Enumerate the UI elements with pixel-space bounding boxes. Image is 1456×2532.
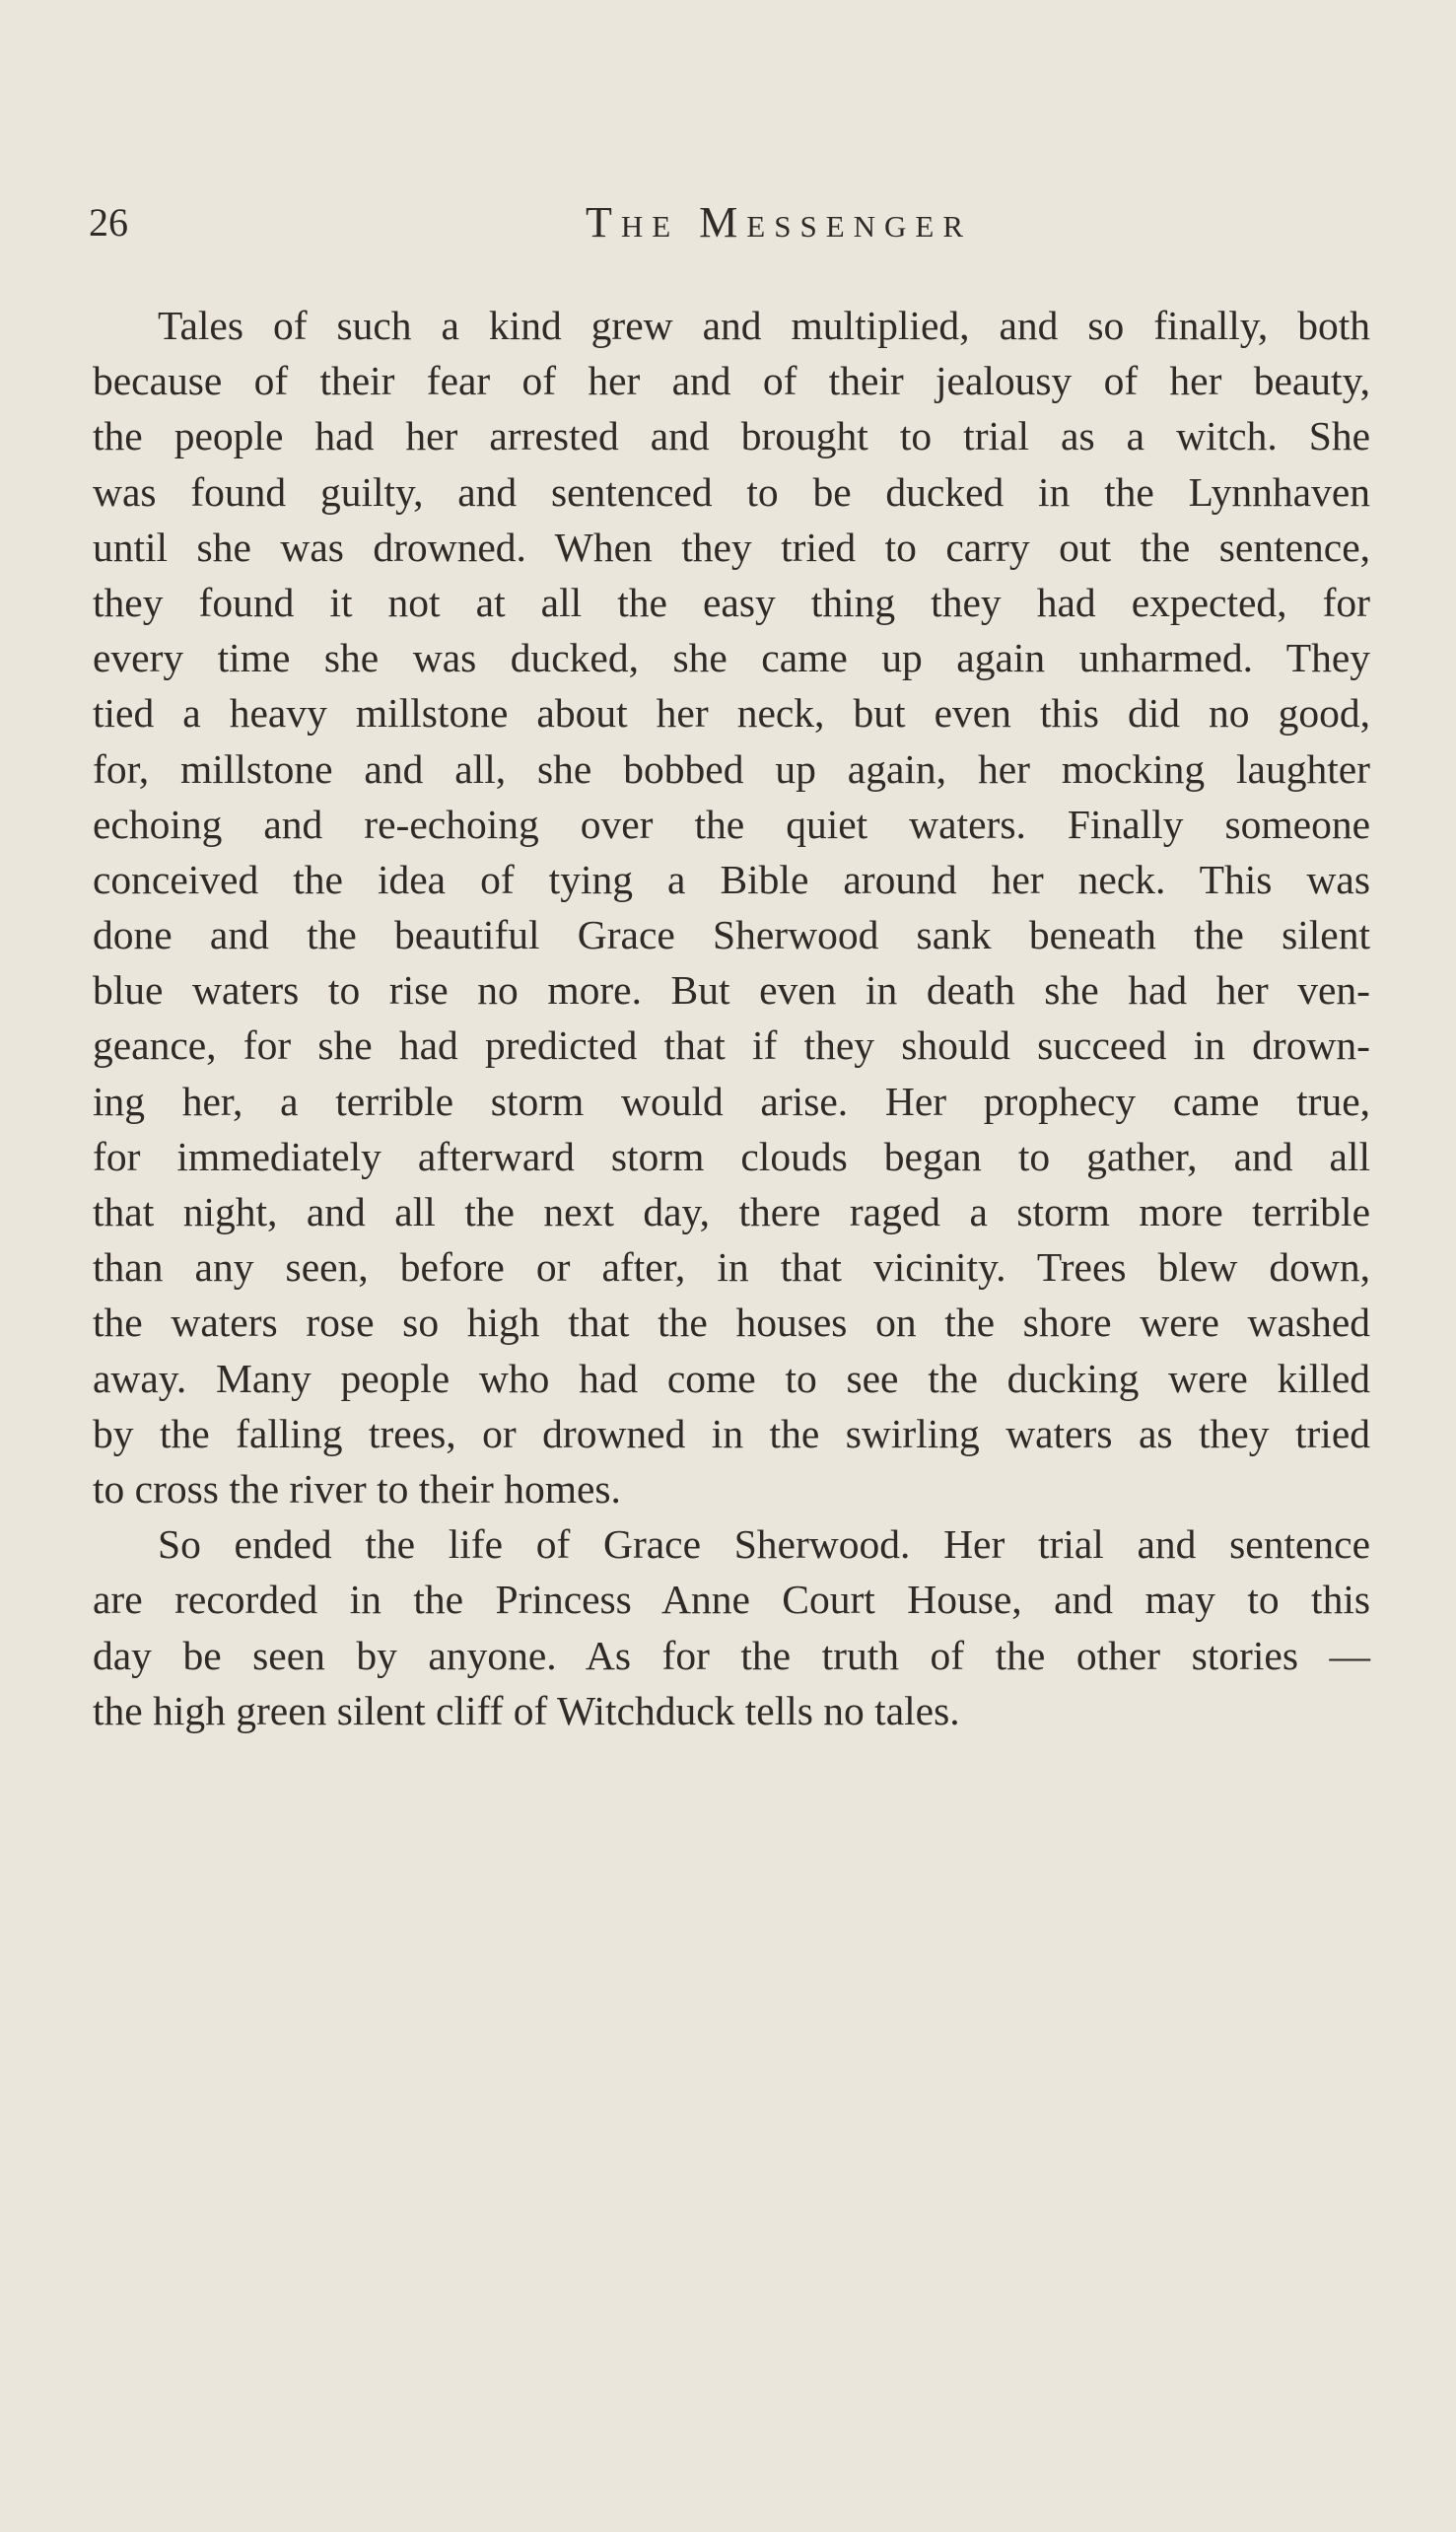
text-line: done and the beautiful Grace Sherwood sank beneath the silent [93, 912, 1370, 958]
text-line: for immediately afterward storm clouds began to gather, and all [93, 1133, 1370, 1179]
text-line: blue waters to rise no more. But even in death she had her ven- [93, 967, 1370, 1014]
text-line: geance, for she had predicted that if they should succeed in drown- [93, 1022, 1370, 1069]
paragraph [93, 298, 1370, 1516]
text-line: echoing and re-echoing over the quiet waters. Finally someone [93, 801, 1370, 847]
text-line: the waters rose so high that the houses on the shore were washed [93, 1300, 1370, 1346]
paragraph [93, 1516, 1370, 1738]
text-line: was found guilty, and sentenced to be ducked in the Lynnhaven [93, 468, 1370, 515]
text-line: the high green silent cliff of Witchduck tells no tales. [93, 1687, 960, 1733]
text-line: tied a heavy millstone about her neck, but even this did no good, [93, 690, 1370, 737]
text-line: are recorded in the Princess Anne Court House, and may to this [93, 1577, 1370, 1623]
text-line: away. Many people who had come to see the ducking were killed [93, 1355, 1370, 1401]
running-header [89, 193, 1370, 252]
body-text [93, 298, 1370, 1738]
text-line: they found it not at all the easy thing they had expected, for [93, 579, 1370, 625]
text-line: the people had her arrested and brought to trial as a witch. She [93, 413, 1370, 459]
text-line: than any seen, before or after, in that vicinity. Trees blew down, [93, 1244, 1370, 1291]
text-line: every time she was ducked, she came up again unharmed. They [93, 635, 1370, 681]
book-title: The Messenger [585, 198, 973, 246]
text-line: by the falling trees, or drowned in the swirling waters as they tried [93, 1410, 1370, 1456]
text-line: day be seen by anyone. As for the truth of the other stories — [93, 1632, 1370, 1678]
text-line: ing her, a terrible storm would arise. Her prophecy came true, [93, 1078, 1370, 1124]
text-line: Tales of such a kind grew and multiplied, and so finally, both [158, 303, 1370, 348]
text-line: for, millstone and all, she bobbed up again, her mocking laughter [93, 745, 1370, 792]
text-line: conceived the idea of tying a Bible around her neck. This was [93, 856, 1370, 902]
text-line: So ended the life of Grace Sherwood. Her trial and sentence [158, 1521, 1370, 1568]
text-line: until she was drowned. When they tried to carry out the sentence, [93, 524, 1370, 570]
text-line: to cross the river to their homes. [93, 1465, 621, 1512]
page-number: 26 [89, 200, 128, 245]
text-line: because of their fear of her and of their jealousy of her beauty, [93, 358, 1370, 404]
text-line: that night, and all the next day, there raged a storm more terrible [93, 1189, 1370, 1234]
